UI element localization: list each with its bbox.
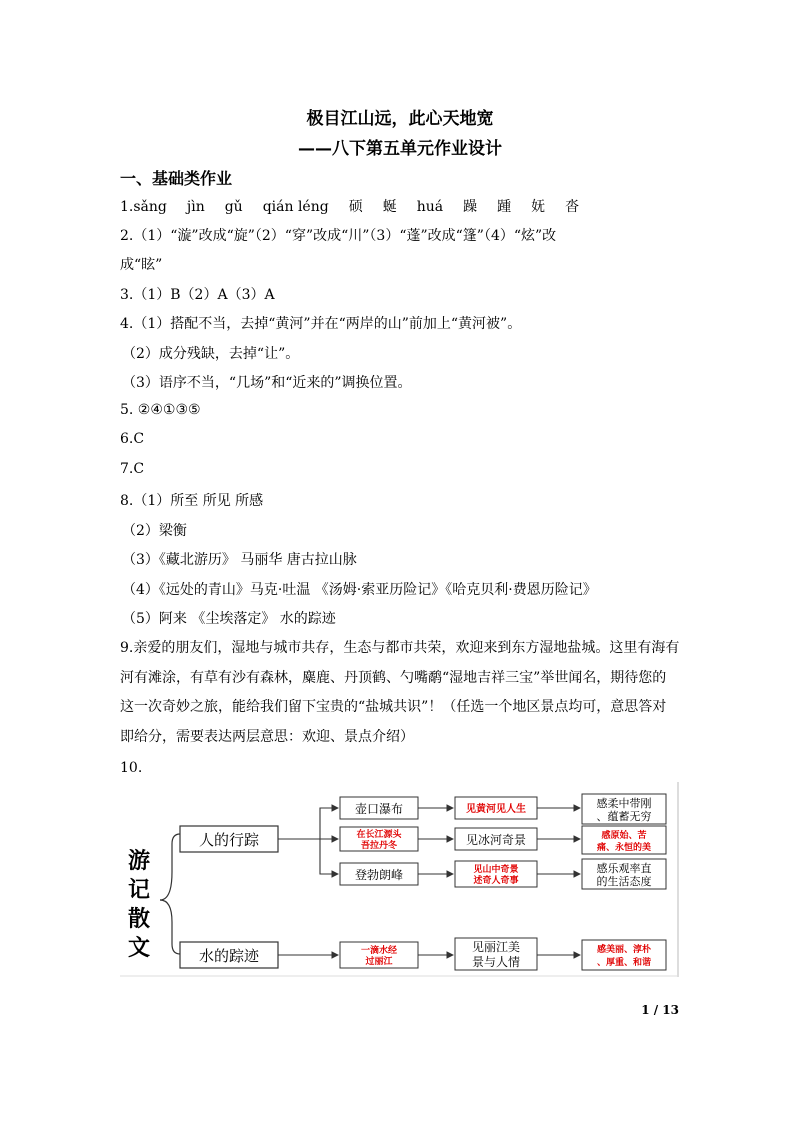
diagram-root-char: 游 xyxy=(128,849,151,874)
answer-1-item: qián léng xyxy=(262,199,329,215)
feeling-label: 感美丽、淳朴 xyxy=(596,945,652,955)
answer-8-line4: （4）《远处的青山》马克·吐温 《汤姆·索亚历险记》《哈克贝利·费恩历险记》 xyxy=(122,582,597,598)
sight-label: 述奇人奇事 xyxy=(473,876,519,886)
feeling-label: 感柔中带刚 xyxy=(596,797,652,810)
answer-8-line2: （2）梁衡 xyxy=(122,523,187,539)
feeling-label: 感乐观率直 xyxy=(596,862,652,875)
feeling-label: 、厚重、和谐 xyxy=(596,958,652,968)
answer-2-line2: 成“眩” xyxy=(120,257,163,273)
answer-1-item: 1.sǎng xyxy=(120,199,167,215)
place-label: 一滴水经 xyxy=(360,946,398,956)
answer-3: 3.（1）B（2）A（3）A xyxy=(120,287,275,303)
page-subtitle: ——八下第五单元作业设计 xyxy=(298,139,502,159)
place-label: 登勃朗峰 xyxy=(354,868,404,882)
answer-1-item: 硕 xyxy=(348,199,363,215)
branch-label: 人的行踪 xyxy=(198,831,260,849)
answer-1-item: jìn xyxy=(186,199,205,215)
answer-1-item: gǔ xyxy=(224,199,243,215)
answer-1-item: huá xyxy=(416,199,444,215)
feeling-label: 的生活态度 xyxy=(596,875,652,888)
answer-1-item: 踵 xyxy=(497,199,512,215)
answer-4-line2: （2）成分残缺，去掉“让”。 xyxy=(122,346,300,362)
sight-label: 见黄河见人生 xyxy=(466,804,526,815)
answer-8-line1: 8.（1）所至 所见 所感 xyxy=(120,493,264,509)
answer-6: 6.C xyxy=(120,431,145,447)
place-label: 过丽江 xyxy=(365,957,393,967)
answer-8-line3: （3）《藏北游历》 马丽华 唐古拉山脉 xyxy=(122,552,357,568)
feeling-label: 感原始、苦 xyxy=(601,831,647,841)
answer-9-line4: 即给分，需要表达两层意思：欢迎、景点介绍） xyxy=(120,729,414,745)
diagram-root-char: 文 xyxy=(128,936,151,961)
section-heading: 一、基础类作业 xyxy=(120,169,233,188)
sight-label: 景与人情 xyxy=(471,955,521,969)
feeling-label: 、蕴蓄无穷 xyxy=(596,810,652,823)
branch-label: 水的踪迹 xyxy=(198,947,260,965)
sight-label: 见丽江美 xyxy=(471,940,521,954)
answer-7: 7.C xyxy=(120,461,145,477)
answer-1-item: 躁 xyxy=(463,199,478,215)
answer-2-line1: 2.（1）“漩”改成“旋”（2）“穿”改成“川”（3）“蓬”改成“篷”（4）“炫”改 xyxy=(120,228,557,244)
answer-9-line2: 河有滩涂，有草有沙有森林，麋鹿、丹顶鹤、勺嘴鹬“湿地吉祥三宝”举世闻名，期待您的 xyxy=(120,670,667,686)
diagram-root-char: 散 xyxy=(128,907,151,932)
sight-label: 见冰河奇景 xyxy=(465,833,527,847)
answer-1-item: 妩 xyxy=(531,199,546,215)
diagram-root-char: 记 xyxy=(128,878,151,903)
answer-5: 5. ②④①③⑤ xyxy=(120,402,201,418)
answer-9-line1: 9.亲爱的朋友们，湿地与城市共存，生态与都市共荣，欢迎来到东方湿地盐城。这里有海有 xyxy=(120,640,680,656)
answer-10: 10. xyxy=(120,760,143,776)
place-label: 在长江源头 xyxy=(356,830,402,840)
page-number: 1 / 13 xyxy=(641,1003,679,1017)
sight-label: 见山中奇景 xyxy=(473,865,519,875)
answer-9-line3: 这一次奇妙之旅，能给我们留下宝贵的“盐城共识”！（任选一个地区景点均可，意思答对 xyxy=(120,699,667,715)
answer-8-line5: （5）阿来 《尘埃落定》 水的踪迹 xyxy=(122,611,336,627)
answer-1 xyxy=(120,196,599,216)
answer-4-line3: （3）语序不当，“几场”和“近来的”调换位置。 xyxy=(122,375,412,391)
feeling-label: 痛、永恒的美 xyxy=(596,843,652,853)
place-label: 吾拉丹冬 xyxy=(360,841,398,851)
answer-1-item: 蜒 xyxy=(382,199,397,215)
answer-1-item: 沓 xyxy=(565,199,580,215)
answer-4-line1: 4.（1）搭配不当，去掉“黄河”并在“两岸的山”前加上“黄河被”。 xyxy=(120,316,522,332)
mind-map-diagram xyxy=(120,782,680,977)
place-label: 壶口瀑布 xyxy=(354,802,404,816)
page-title: 极目江山远，此心天地宽 xyxy=(306,109,494,129)
